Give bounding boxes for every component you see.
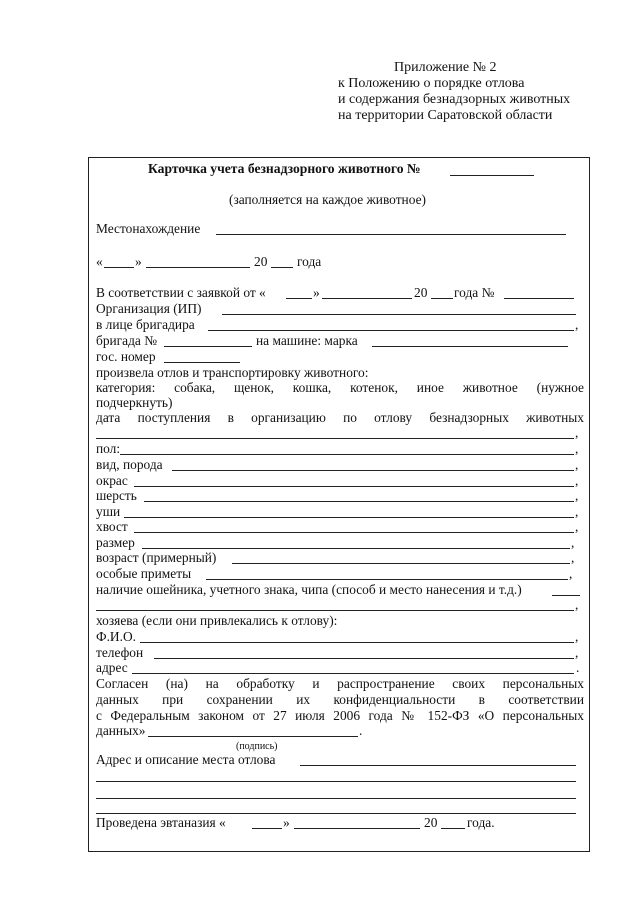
sex-field[interactable] xyxy=(120,454,574,455)
request-month-field[interactable] xyxy=(322,298,412,299)
euthanasia-label: Проведена эвтаназия « xyxy=(96,815,226,830)
appendix-line: и содержания безнадзорных животных xyxy=(338,92,571,107)
euthanasia-year-field[interactable] xyxy=(441,828,465,829)
comma: , xyxy=(575,317,579,332)
consent-text: с Федеральным законом от 27 июля 2006 года № 152-ФЗ «О персональных xyxy=(96,708,584,723)
euthanasia-year-prefix: 20 xyxy=(424,815,438,830)
location-label: Местонахождение xyxy=(96,221,201,236)
fur-label: шерсть xyxy=(96,488,137,503)
capture-place-field-2[interactable] xyxy=(96,781,576,782)
comma: , xyxy=(575,473,579,488)
date-year-word: года xyxy=(297,254,322,269)
request-label: В соответствии с заявкой от « xyxy=(96,285,266,300)
card-border-top xyxy=(88,157,590,158)
organization-field[interactable] xyxy=(222,314,576,315)
organization-label: Организация (ИП) xyxy=(96,301,202,316)
address-field[interactable] xyxy=(132,673,574,674)
comma: , xyxy=(575,597,579,612)
capture-place-field-3[interactable] xyxy=(96,798,576,799)
euthanasia-year-word: года. xyxy=(467,815,495,830)
address-label: адрес xyxy=(96,660,128,675)
appendix-title: Приложение № 2 xyxy=(394,60,497,75)
color-label: окрас xyxy=(96,473,128,488)
age-field[interactable] xyxy=(232,563,570,564)
foreman-label: в лице бригадира xyxy=(96,317,195,332)
brigade-field[interactable] xyxy=(164,346,252,347)
request-number-label: года № xyxy=(454,285,495,300)
comma: , xyxy=(571,535,575,550)
comma: , xyxy=(575,504,579,519)
card-subtitle: (заполняется на каждое животное) xyxy=(229,192,426,207)
category-text-cont: подчеркнуть) xyxy=(96,395,173,410)
brigade-label: бригада № xyxy=(96,333,157,348)
category-text: категория: собака, щенок, кошка, котенок, иное животное (нужное xyxy=(96,380,584,395)
signature-hint: (подпись) xyxy=(236,741,278,752)
date-month-field[interactable] xyxy=(146,267,250,268)
plate-field[interactable] xyxy=(164,362,240,363)
euthanasia-day-field[interactable] xyxy=(252,828,282,829)
card-border-bottom xyxy=(88,851,590,852)
comma: , xyxy=(575,425,579,440)
request-day-field[interactable] xyxy=(286,298,312,299)
date-close-quote: » xyxy=(135,254,142,269)
comma: , xyxy=(575,519,579,534)
date-year-field[interactable] xyxy=(271,267,293,268)
request-year-field[interactable] xyxy=(431,298,453,299)
size-label: размер xyxy=(96,535,135,550)
arrival-date-field[interactable] xyxy=(96,438,574,439)
consent-text: данных при сохранении их конфиденциальности в соответствии xyxy=(96,692,584,707)
date-open-quote: « xyxy=(96,254,103,269)
breed-field[interactable] xyxy=(172,470,574,471)
fio-field[interactable] xyxy=(140,642,574,643)
consent-text: Согласен (на) на обработку и распространение своих персональных xyxy=(96,676,584,691)
breed-label: вид, порода xyxy=(96,457,163,472)
card-title: Карточка учета безнадзорного животного № xyxy=(148,161,421,176)
card-number-field[interactable] xyxy=(450,175,534,176)
marks-field[interactable] xyxy=(206,579,568,580)
euthanasia-month-field[interactable] xyxy=(294,828,420,829)
signature-field[interactable] xyxy=(148,736,358,737)
phone-label: телефон xyxy=(96,645,144,660)
comma: , xyxy=(571,550,575,565)
collar-label: наличие ошейника, учетного знака, чипа (способ и место нанесения и т.д.) xyxy=(96,582,522,597)
capture-place-field[interactable] xyxy=(300,765,576,766)
date-year-prefix: 20 xyxy=(254,254,268,269)
comma: , xyxy=(575,441,579,456)
appendix-line: на территории Саратовской области xyxy=(338,108,553,123)
comma: , xyxy=(575,488,579,503)
foreman-field[interactable] xyxy=(208,330,574,331)
ears-field[interactable] xyxy=(124,517,574,518)
comma: , xyxy=(575,645,579,660)
comma: , xyxy=(569,566,573,581)
plate-label: гос. номер xyxy=(96,349,156,364)
sex-label: пол: xyxy=(96,441,121,456)
arrival-date-label: дата поступления в организацию по отлову безнадзорных животных xyxy=(96,410,584,425)
consent-text: данных» xyxy=(96,723,146,738)
color-field[interactable] xyxy=(134,486,574,487)
vehicle-label: на машине: марка xyxy=(256,333,358,348)
request-year-prefix: 20 xyxy=(414,285,428,300)
euthanasia-close-quote: » xyxy=(283,815,290,830)
fur-field[interactable] xyxy=(144,501,574,502)
comma: , xyxy=(575,629,579,644)
card-border-right xyxy=(589,157,590,851)
age-label: возраст (примерный) xyxy=(96,550,217,565)
request-number-field[interactable] xyxy=(504,298,574,299)
owners-label: хозяева (если они привлекались к отлову): xyxy=(96,613,338,628)
vehicle-field[interactable] xyxy=(372,346,568,347)
size-field[interactable] xyxy=(142,548,570,549)
capture-place-field-4[interactable] xyxy=(96,813,576,814)
phone-field[interactable] xyxy=(154,658,574,659)
tail-field[interactable] xyxy=(134,532,574,533)
collar-field-2[interactable] xyxy=(96,610,574,611)
collar-field[interactable] xyxy=(552,595,580,596)
comma: , xyxy=(575,457,579,472)
performed-text: произвела отлов и транспортировку животного: xyxy=(96,365,369,380)
marks-label: особые приметы xyxy=(96,566,192,581)
appendix-line: к Положению о порядке отлова xyxy=(338,76,525,91)
capture-place-label: Адрес и описание места отлова xyxy=(96,752,276,767)
period: . xyxy=(359,723,363,738)
request-close-quote: » xyxy=(313,285,320,300)
date-day-field[interactable] xyxy=(104,267,134,268)
ears-label: уши xyxy=(96,504,121,519)
period: . xyxy=(576,660,580,675)
location-field[interactable] xyxy=(216,234,566,235)
fio-label: Ф.И.О. xyxy=(96,629,136,644)
card-border-left xyxy=(88,157,89,851)
tail-label: хвост xyxy=(96,519,128,534)
